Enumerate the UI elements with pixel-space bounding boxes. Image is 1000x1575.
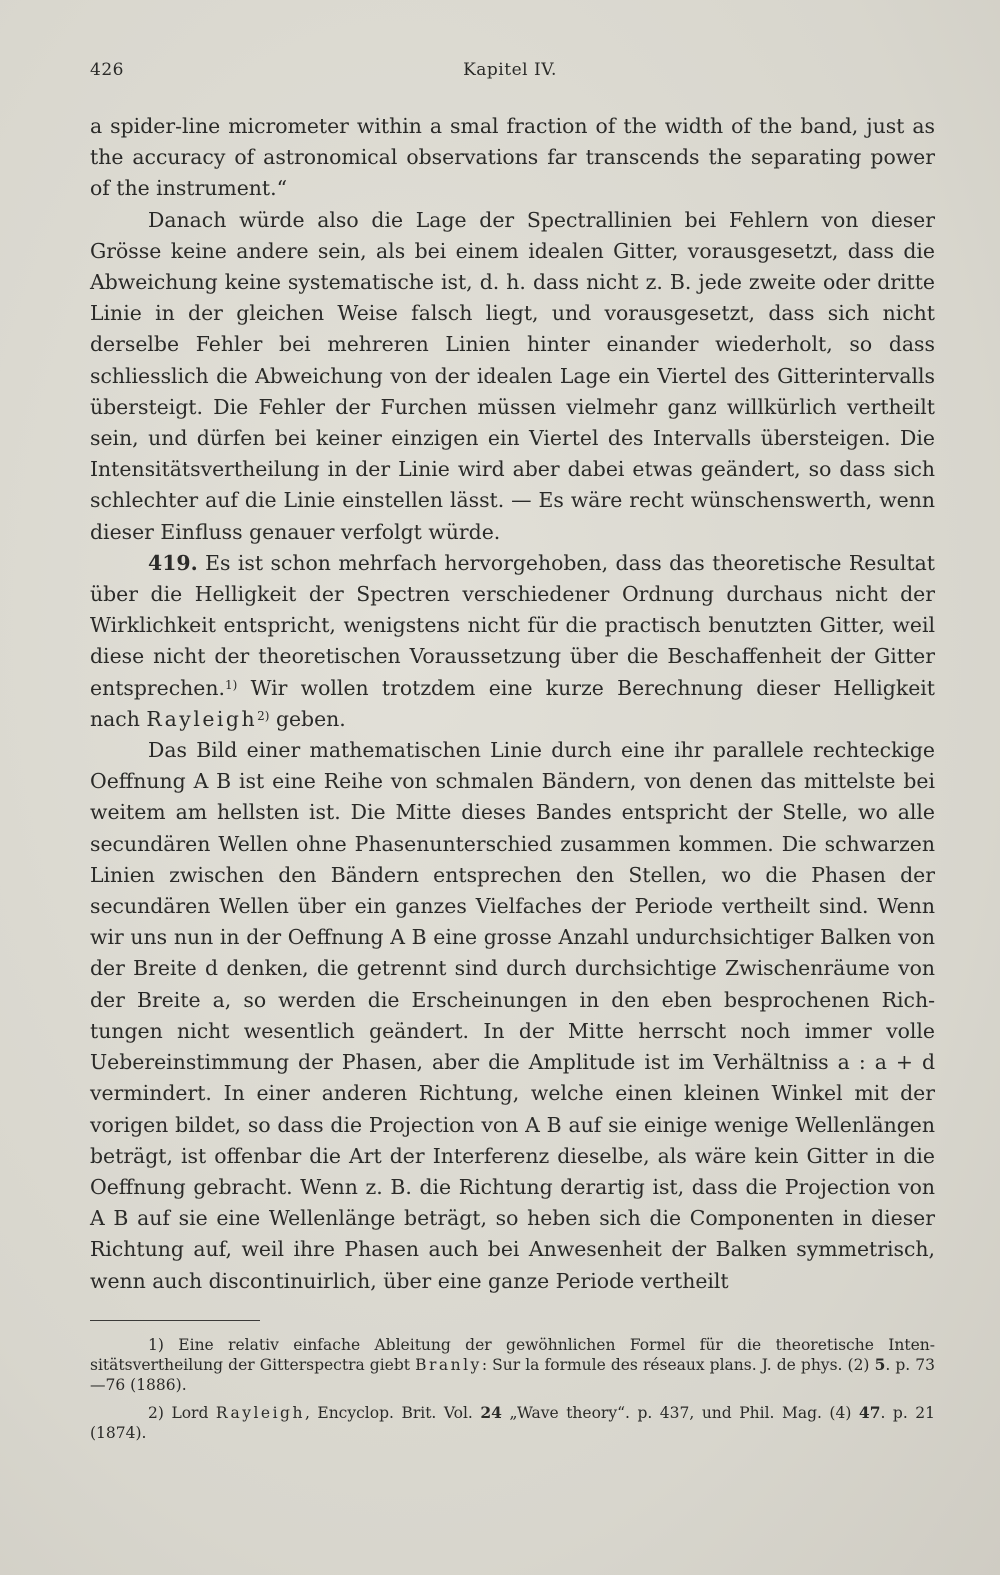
page-header [90,60,930,86]
author-name: Branly [415,1356,482,1374]
footnote-mark: 2) [148,1404,164,1422]
footnote-text: : Sur la formule des réseaux plans. J. de phys. (2) [481,1356,870,1374]
footnote-mark: 1) [148,1336,164,1354]
paragraph [90,205,935,548]
section-paragraph [90,548,935,735]
running-title: Kapitel IV. [463,60,557,80]
paragraph-text: Das Bild einer mathematischen Linie durch eine ihr parallele rechteckige Oeffnung A B ist eine Reihe von schmalen Bändern, von denen das mittelste bei weitem am hellsten ist. Die Mitte dieses Bandes entspricht der Stelle, wo alle secundären Wellen ohne Phasenunterschied zusammen kommen. Die schwarzen Linien zwischen den Bändern entsprechen den Stellen, wo die Phasen der secundären Wellen über ein ganzes Vielfaches der Periode vertheilt sind. Wenn wir uns nun in der Oeffnung A B eine grosse Anzahl undurchsichtiger Balken von der Breite d denken, die getrennt sind durch durchsichtige Zwischenräume von der Breite a, so werden die Erscheinungen in den eben besprochenen Richtungen nicht wesentlich geändert. In der Mitte herrscht noch immer volle Uebereinstimmung der Phasen, aber die Amplitude ist im Verhältniss a : a + d vermindert. In einer anderen Richtung, welche einen kleinen Winkel mit der vorigen bildet, so dass die Projection von A B auf sie einige wenige Wellenlängen beträgt, ist offenbar die Art der Interferenz dieselbe, als wäre kein Gitter in die Oeffnung gebracht. Wenn z. B. die Richtung derartig ist, dass die Projection von A B auf sie eine Wellenlänge beträgt, so heben sich die Componenten in dieser Richtung auf, weil ihre Phasen auch bei Anwesenheit der Balken symmetrisch, wenn auch discontinuirlich, über eine ganze Periode vertheilt [90,738,935,1293]
author-name: Rayleigh [215,1404,305,1422]
footnote-2 [90,1403,935,1443]
paragraph-text: Danach würde also die Lage der Spectrallinien bei Fehlern von dieser Grösse keine andere sein, als bei einem idealen Gitter, vorausgesetzt, dass die Abweichung keine systematische ist, d. h. dass nicht z. B. jede zweite oder dritte Linie in der gleichen Weise falsch liegt, und vorausgesetzt, dass sich nicht derselbe Fehler bei mehreren Linien hinter einander wiederholt, so dass schliesslich die Abweichung von der idealen Lage ein Viertel des Gitterintervalls übersteigt. Die Fehler der Furchen müssen vielmehr ganz willkürlich vertheilt sein, und dürfen bei keiner einzigen ein Viertel des Intervalls übersteigen. Die Intensitätsvertheilung in der Linie wird aber dabei etwas geändert, so dass sich schlechter auf die Linie einstellen lässt. — Es wäre recht wünschenswerth, wenn dieser Einfluss genauer verfolgt würde. [90,207,935,544]
paragraph [90,735,935,1297]
paragraph-text: Es ist schon mehrfach hervorgehoben, dass das theoretische Resultat über die Helligkeit der Spectren verschiedener Ordnung durchaus nicht der Wirklichkeit entspricht, wenigstens nicht für die practisch benutzten Gitter, weil diese nicht der theoretischen Voraussetzung über die Beschaffenheit der Gitter entsprechen. [90,550,935,700]
paragraph-text: a spider-line micrometer within a smal fraction of the width of the band, just as the accuracy of astronomical observations far transcends the separating power of the instrument.“ [90,114,935,201]
footnote-text: . p. 21 (1874). [90,1404,935,1442]
page-number: 426 [90,60,124,80]
author-name: Rayleigh [146,706,258,731]
footnote-ref-1: 1) [224,677,238,692]
main-text [90,111,935,1297]
footnote-text: Eine relativ einfache Ableitung der gewöhnlichen Formel für die theoretische Intensitätsvertheilung der Gitterspectra giebt [90,1336,935,1374]
footnote-text: , Encyclop. Brit. Vol. [304,1404,473,1422]
volume-number: 5 [874,1355,886,1374]
section-number: 419. [148,550,198,575]
paragraph-text: geben. [275,706,346,731]
volume-number: 24 [480,1403,502,1422]
footnote-divider [90,1320,260,1321]
footnote-text: Lord [171,1404,209,1422]
footnote-text: . p. 73—76 (1886). [90,1356,935,1394]
volume-number: 47 [858,1403,881,1422]
footnote-ref-2: 2) [257,708,270,723]
paragraph-text: Wir wollen trotzdem eine kurze Berechnung dieser Helligkeit nach [90,675,935,731]
footnote-1 [90,1335,935,1395]
footnote-text: „Wave theory“. p. 437, und Phil. Mag. (4) [509,1404,852,1422]
footnotes [90,1335,935,1451]
paragraph-continuation [90,111,935,205]
